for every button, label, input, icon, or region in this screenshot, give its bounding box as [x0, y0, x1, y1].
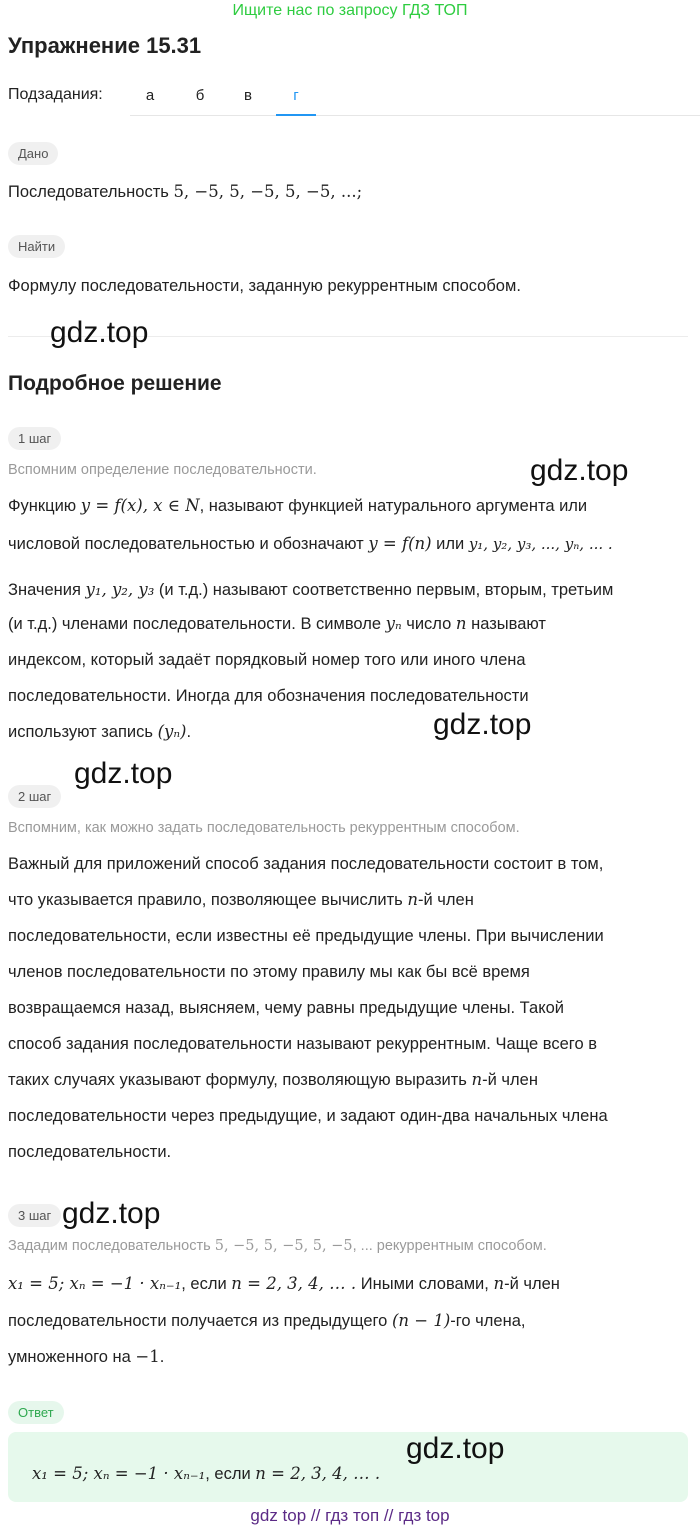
step1-line7	[8, 714, 191, 750]
answer-pill: Ответ	[8, 1401, 64, 1424]
math-span: y = f(x), x ∈ N	[80, 496, 200, 515]
step2-line8: последовательности через предыдущие, и задают один-два начальных члена	[8, 1107, 608, 1125]
math-span: n = 2, 3, 4, … .	[231, 1274, 357, 1293]
math-span: (n − 1)	[391, 1311, 451, 1330]
answer-text	[32, 1456, 380, 1492]
step1-pill: 1 шаг	[8, 427, 61, 450]
tab-b[interactable]: б	[195, 87, 205, 104]
subtask-tabs	[130, 78, 700, 116]
watermark: gdz.top	[530, 454, 629, 487]
text-span: -й член	[504, 1275, 560, 1293]
watermark: gdz.top	[74, 757, 173, 790]
step1-line4	[8, 606, 546, 642]
step2-line5: возвращаемся назад, выясняем, чему равны предыдущие члены. Такой	[8, 999, 564, 1017]
math-span: y₁, y₂, y₃	[85, 580, 155, 599]
math-span: 5, −5, 5, −5, 5, −5	[214, 1238, 353, 1254]
text-span: таких случаях указывают формулу, позволяющую выразить	[8, 1071, 472, 1089]
page-title: Упражнение 15.31	[8, 33, 202, 58]
step1-line6: последовательности. Иногда для обозначения последовательности	[8, 687, 529, 705]
math-span: n	[493, 1274, 505, 1293]
step2-hint: Вспомним, как можно задать последовательность рекуррентным способом.	[8, 820, 520, 836]
step1-hint: Вспомним определение последовательности.	[8, 462, 317, 478]
step2-line3: последовательности, если известны её предыдущие члены. При вычислении	[8, 927, 604, 945]
math-span: n	[407, 890, 418, 909]
step1-line3	[8, 572, 613, 608]
text-span: числовой последовательностью и обозначают	[8, 535, 369, 553]
math-span: y = f(n)	[368, 534, 432, 553]
subtasks-label: Подзадания:	[8, 86, 103, 103]
text-span: (и т.д.) называют соответственно первым, вторым, третьим	[154, 581, 614, 599]
watermark: gdz.top	[50, 316, 149, 349]
step2-line6: способ задания последовательности называют рекуррентным. Чаще всего в	[8, 1035, 597, 1053]
step1-line5: индексом, который задаёт порядковый номер того или иного члена	[8, 651, 526, 669]
text-span: , если	[205, 1465, 256, 1483]
given-text	[8, 174, 362, 210]
given-prefix: Последовательность	[8, 183, 174, 201]
tab-g[interactable]: г	[276, 78, 316, 116]
text-span: .	[159, 1348, 165, 1366]
text-span: Зададим последовательность	[8, 1238, 215, 1254]
step2-line1: Важный для приложений способ задания последовательности состоит в том,	[8, 855, 604, 873]
top-banner[interactable]: Ищите нас по запросу ГДЗ ТОП	[232, 2, 468, 19]
text-span: , ... рекуррентным способом.	[352, 1238, 547, 1254]
math-span: (yₙ)	[157, 722, 187, 741]
text-span: , если	[181, 1275, 232, 1293]
watermark: gdz.top	[406, 1432, 505, 1465]
watermark: gdz.top	[62, 1197, 161, 1230]
tab-a[interactable]: а	[145, 87, 155, 104]
step2-line9: последовательности.	[8, 1143, 172, 1161]
text-span: -го члена,	[450, 1312, 526, 1330]
math-span: x₁ = 5; xₙ = −1 · xₙ₋₁	[8, 1274, 182, 1293]
math-span: n = 2, 3, 4, … .	[255, 1464, 381, 1483]
step1-line1	[8, 488, 587, 524]
text-span: последовательности получается из предыдущего	[8, 1312, 392, 1330]
solution-title: Подробное решение	[8, 372, 222, 395]
step2-line7	[8, 1062, 538, 1098]
text-span: умноженного на	[8, 1348, 136, 1366]
step2-line4: членов последовательности по этому правилу мы как бы всё время	[8, 963, 530, 981]
math-span: x₁ = 5; xₙ = −1 · xₙ₋₁	[32, 1464, 206, 1483]
step2-line2	[8, 882, 474, 918]
math-span: yₙ	[385, 614, 402, 633]
text-span: Значения	[8, 581, 86, 599]
text-span: -й член	[482, 1071, 538, 1089]
text-span: что указывается правило, позволяющее вычислить	[8, 891, 408, 909]
math-span: y₁, y₂, y₃, ..., yₙ, ... .	[468, 535, 613, 553]
given-pill: Дано	[8, 142, 58, 165]
step2-pill: 2 шаг	[8, 785, 61, 808]
find-text: Формулу последовательности, заданную рекуррентным способом.	[8, 277, 521, 295]
math-span: n	[471, 1070, 483, 1089]
tab-v[interactable]: в	[244, 87, 252, 104]
text-span: число	[401, 615, 456, 633]
footer-links[interactable]: gdz top // гдз топ // гдз top	[250, 1506, 450, 1525]
find-pill: Найти	[8, 235, 65, 258]
step3-line1	[8, 1266, 560, 1302]
step3-hint	[8, 1238, 547, 1254]
step1-line2	[8, 526, 613, 562]
text-span: , называют функцией натурального аргумента или	[199, 497, 588, 515]
step3-pill: 3 шаг	[8, 1204, 61, 1227]
watermark: gdz.top	[433, 708, 532, 741]
text-span: Функцию	[8, 497, 81, 515]
text-span: называют	[466, 615, 546, 633]
text-span: или	[431, 535, 469, 553]
step3-line2	[8, 1303, 525, 1339]
math-span: −1	[135, 1347, 160, 1366]
text-span: .	[186, 723, 192, 741]
math-span: n	[455, 614, 467, 633]
text-span: -й член	[418, 891, 474, 909]
text-span: Иными словами,	[356, 1275, 494, 1293]
given-sequence: 5, −5, 5, −5, 5, −5, ...;	[173, 182, 363, 201]
text-span: (и т.д.) членами последовательности. В символе	[8, 615, 386, 633]
step3-line3	[8, 1339, 164, 1375]
text-span: используют запись	[8, 723, 158, 741]
